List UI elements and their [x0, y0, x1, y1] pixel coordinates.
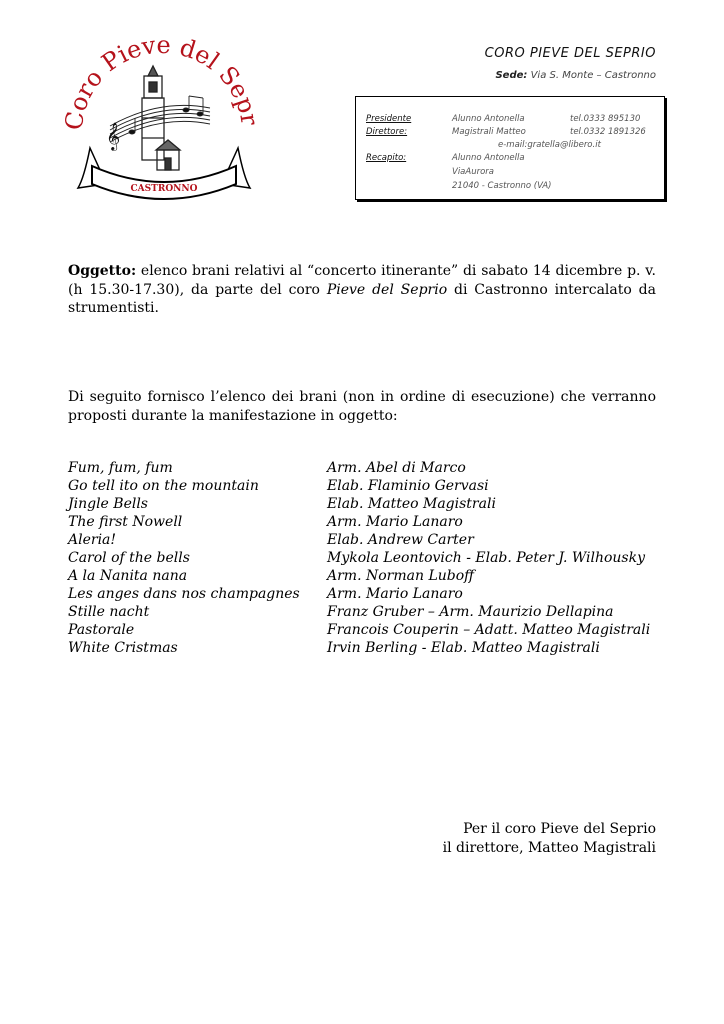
- recapito-label: Recapito:: [366, 153, 407, 163]
- contact-box: [355, 96, 665, 200]
- piece-row: [68, 495, 668, 513]
- piece-title: The first Nowell: [68, 514, 183, 530]
- subject-paragraph: [68, 262, 656, 318]
- header-title: CORO PIEVE DEL SEPRIO: [484, 46, 656, 61]
- piece-arrangement: Arm. Norman Luboff: [327, 568, 475, 584]
- music-staff-icon: [106, 96, 210, 151]
- piece-row: [68, 585, 668, 603]
- piece-row: [68, 639, 668, 657]
- piece-title: Stille nacht: [68, 604, 150, 620]
- piece-title: Fum, fum, fum: [68, 460, 173, 476]
- piece-title: Aleria!: [68, 532, 117, 548]
- piece-title: Jingle Bells: [68, 496, 148, 512]
- svg-text:𝄞: 𝄞: [106, 122, 121, 150]
- piece-arrangement: Irvin Berling - Elab. Matteo Magistrali: [327, 640, 600, 656]
- presidente-name: Alunno Antonella: [452, 114, 525, 124]
- subject-text-1: elenco brani relativi al “concerto itinerante” di sabato 14 dicembre p. v. (h 15.30-17.30), da parte del coro: [68, 263, 656, 298]
- piece-arrangement: Francois Couperin – Adatt. Matteo Magistrali: [327, 622, 651, 638]
- pieces-list: [68, 459, 668, 657]
- piece-title: Go tell ito on the mountain: [68, 478, 259, 494]
- piece-title: Les anges dans nos champagnes: [68, 586, 300, 602]
- logo-banner-text: CASTRONNO: [130, 184, 198, 194]
- piece-row: [68, 531, 668, 549]
- direttore-label: Direttore:: [366, 127, 408, 137]
- piece-arrangement: Franz Gruber – Arm. Maurizio Dellapina: [327, 604, 614, 620]
- piece-title: Carol of the bells: [68, 550, 190, 566]
- header-sede: [495, 70, 656, 81]
- choir-logo: [60, 38, 265, 208]
- direttore-name: Magistrali Matteo: [452, 127, 526, 137]
- chapel-icon: [156, 140, 180, 170]
- presidente-tel: tel.0333 895130: [570, 114, 641, 124]
- piece-arrangement: Arm. Abel di Marco: [327, 460, 466, 476]
- sede-label: Sede:: [495, 70, 528, 81]
- signature-line-2: il direttore, Matteo Magistrali: [442, 839, 656, 856]
- email-text: e-mail:gratella@libero.it: [498, 140, 601, 150]
- piece-title: Pastorale: [68, 622, 135, 638]
- piece-row: [68, 603, 668, 621]
- piece-row: [68, 549, 668, 567]
- presidente-label: Presidente: [366, 114, 412, 124]
- recapito-street: ViaAurora: [452, 167, 494, 177]
- signature-block: [443, 820, 656, 857]
- piece-arrangement: Elab. Matteo Magistrali: [327, 496, 496, 512]
- piece-arrangement: Elab. Flaminio Gervasi: [327, 478, 489, 494]
- piece-row: [68, 459, 668, 477]
- recapito-city: 21040 - Castronno (VA): [452, 181, 552, 191]
- subject-label: Oggetto:: [68, 263, 137, 279]
- choir-logo-graphic: [60, 38, 265, 208]
- piece-row: [68, 513, 668, 531]
- subject-text-2: di Castronno intercalato da strumentisti.: [68, 281, 656, 316]
- piece-row: [68, 621, 668, 639]
- piece-title: A la Nanita nana: [68, 568, 188, 584]
- piece-arrangement: Mykola Leontovich - Elab. Peter J. Wilhousky: [327, 550, 645, 566]
- signature-line-1: Per il coro Pieve del Seprio: [463, 821, 656, 837]
- direttore-tel: tel.0332 1891326: [570, 127, 646, 137]
- subject-choir-name: Pieve del Seprio: [326, 281, 448, 298]
- piece-row: [68, 567, 668, 585]
- piece-arrangement: Arm. Mario Lanaro: [327, 514, 463, 530]
- recapito-name: Alunno Antonella: [452, 153, 525, 163]
- piece-row: [68, 477, 668, 495]
- logo-arc-text: Coro Pieve del Sepr: [60, 38, 264, 132]
- piece-title: White Cristmas: [68, 640, 178, 656]
- piece-arrangement: Elab. Andrew Carter: [327, 532, 474, 548]
- intro-paragraph: Di seguito fornisco l’elenco dei brani (non in ordine di esecuzione) che verranno proposti durante la manifestazione in oggetto:: [68, 389, 656, 424]
- piece-arrangement: Arm. Mario Lanaro: [327, 586, 463, 602]
- sede-value: Via S. Monte – Castronno: [530, 70, 656, 81]
